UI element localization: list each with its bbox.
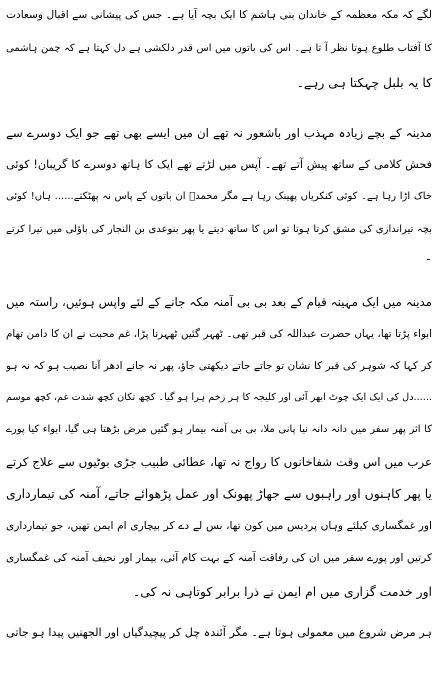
- text-line: اور غمگساری کیلئے وہاں پردیس میں کون تھا، بس لے دے کر بیچاری ام ایمن تھیں، جو تیمارداری: [6, 520, 432, 532]
- text-line: بچہ تیراندازی کی مشق کرتا ہوتا تو اس کا ساتھ دیتے یا پھر بنوعدی بن النجار کی باؤلی میں تیرا کرتے: [6, 224, 432, 235]
- text-line: کا یہ بلبل چہکتا ہی رہے۔: [296, 75, 432, 90]
- text-line: ابواء پڑتا تھا، یہاں حضرت عبداللہ کی قبر تھی۔ ٹھہر گئیں ٹھہرنا پڑا، غم محبت نے ان کا دامن تھام: [6, 328, 432, 340]
- text-line: کر کہا کہ شوہر کی قبر کا نشان تو جاتے جاتے دیکھتی جاؤ، پھر نہ جانے ادھر آنا نصیب ہو کہ نہ ہو: [6, 360, 432, 372]
- text-line: کرتیں اور پورے سفر میں ان کی رفاقت آمنہ کے بہت کام آئی، بیمار اور نحیف آمنہ کی غمگساری: [6, 552, 432, 564]
- text-line: ۔: [424, 248, 432, 263]
- text-line: اور خدمت گزاری میں ام ایمن نے ذرا برابر کوتاہی نہ کی۔: [133, 584, 432, 599]
- text-line: کا اثر پھر سفر میں دانہ دانہ نیا پانی ملا، بی بی آمنہ بیمار ہو گئیں مرض بڑھتا ہی گیا، ابواء کیا پورے: [6, 424, 432, 435]
- text-line: کا آفتاب طلوع ہوتا نظر آ تا ہے۔ اس کی باتوں میں اس قدر دلکشی ہے دل کہتا ہے کہ چمن ہاشمی: [6, 43, 432, 54]
- text-line: یا پھر کاہنوں اور راہبوں سے جھاڑ پھونک اور عمل پڑھوائے جاتے، آمنہ کی تیمارداری: [6, 486, 432, 501]
- text-line: خاک اڑا رہا ہے۔ کوئی کنکریاں پھینک رہا ہے مگر محمدؐ ان باتوں کے پاس نہ پھٹکتے...... ہاں! کوئی: [6, 191, 432, 202]
- text-line: عرب میں اس وقت شفاخانوں کا رواج نہ تھا، عطائی طبیب جڑی بوٹیوں سے علاج کرتے: [6, 455, 432, 469]
- text-line: ہر مرض شروع میں معمولی ہوتا ہے۔ مگر آئندہ چل کر پیچیدگیاں اور الجھنیں پیدا ہو جاتی: [6, 626, 432, 639]
- text-line: لگے کہ مکہ معظمہ کے خاندان بنی ہاشم کا ایک بچہ آیا ہے۔ جس کی پیشانی سے اقبال وسعادت: [6, 9, 432, 21]
- text-line: فحش کلامی کے ساتھ پیش آتے تھے۔ آپس میں لڑتے تھے ایک کا ہاتھ دوسرے کا گریبان! کوئی: [6, 158, 432, 171]
- text-line: مدینہ کے بچے زیادہ مہذب اور باشعور نہ تھے ان میں ایسے بھی تھے جو ایک دوسرے سے: [6, 126, 432, 140]
- text-line: ......دل کی ایک ایک چوٹ ابھر آئی اور کلیجہ کا ہر زخم ہرا ہو گیا۔ کچھ تکان کچھ شدت غم، کچھ موسم: [6, 392, 432, 403]
- text-line: مدینہ میں ایک مہینہ قیام کے بعد بی بی آمنہ مکہ جانے کے لئے واپس ہوئیں، راستہ میں: [6, 295, 432, 309]
